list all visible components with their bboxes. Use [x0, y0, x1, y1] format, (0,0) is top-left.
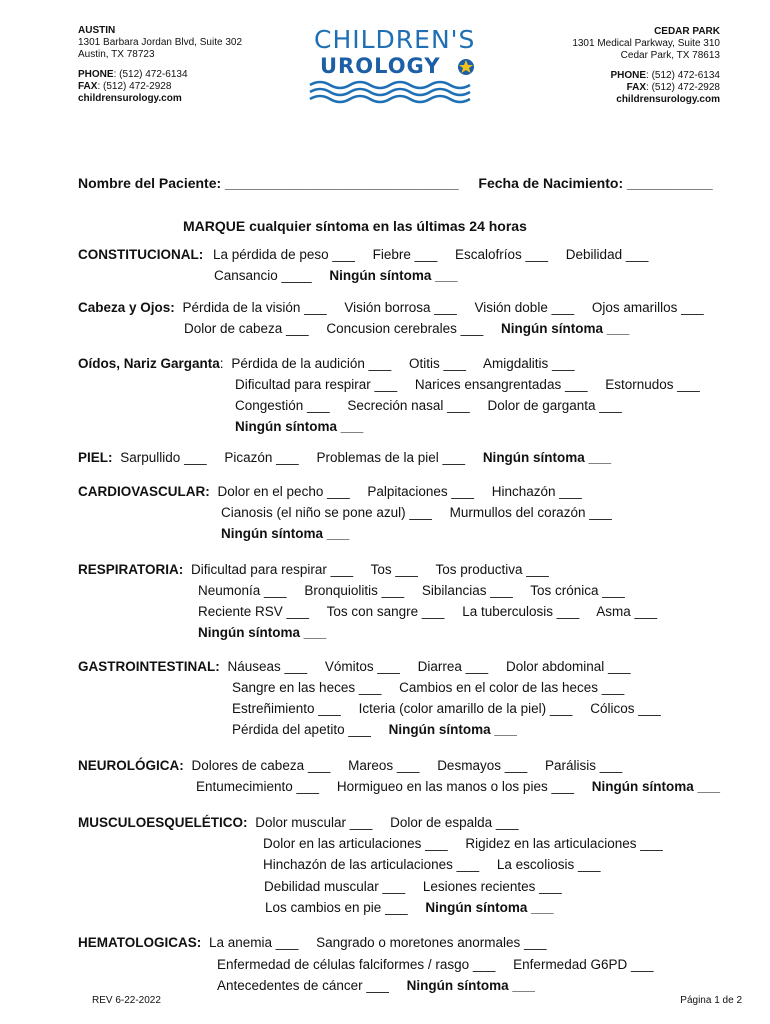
symptom-item[interactable]: Escalofríos ___ — [454, 247, 549, 262]
symptom-item[interactable]: Dolor de garganta ___ — [487, 398, 622, 413]
symptom-item[interactable]: Visión doble ___ — [474, 300, 575, 315]
symptom-item[interactable]: Estreñimiento ___ — [232, 701, 341, 716]
logo-top-text: CHILDREN'S — [314, 25, 476, 54]
no-symptom-option[interactable]: Ningún síntoma ___ — [235, 419, 364, 434]
symptom-item[interactable]: Dolor en las articulaciones ___ — [263, 836, 448, 851]
symptom-item[interactable]: Diarrea ___ — [417, 659, 489, 674]
symptom-item[interactable]: Dificultad para respirar ___ — [191, 562, 354, 577]
cedar-fax-label: FAX — [626, 82, 647, 93]
symptom-item[interactable]: Sarpullido ___ — [120, 450, 207, 465]
logo-bottom-text: UROLOGY — [320, 54, 441, 78]
symptom-item[interactable]: Fiebre ___ — [372, 247, 438, 262]
section-label-gastro: GASTROINTESTINAL: — [78, 659, 220, 674]
no-symptom-option[interactable]: Ningún síntoma ___ — [221, 526, 350, 541]
no-symptom-option[interactable]: Ningún síntoma ___ — [591, 779, 721, 794]
symptom-item[interactable]: Visión borrosa ___ — [344, 300, 457, 315]
section-label-piel: PIEL: — [78, 450, 113, 465]
cedar-phone: : (512) 472-6134 — [646, 70, 720, 81]
symptom-item[interactable]: Pérdida de la audición ___ — [231, 356, 392, 371]
symptom-item[interactable]: Cambios en el color de las heces ___ — [399, 680, 625, 695]
section-label-neuro: NEUROLÓGICA: — [78, 758, 184, 773]
section-label-hemato: HEMATOLOGICAS: — [78, 935, 202, 950]
symptom-item[interactable]: Tos crónica ___ — [530, 583, 625, 598]
symptom-item[interactable]: Cólicos ___ — [590, 701, 661, 716]
symptom-item[interactable]: Parálisis ___ — [545, 758, 623, 773]
no-symptom-option[interactable]: Ningún síntoma ___ — [500, 321, 630, 336]
symptom-item[interactable]: La pérdida de peso ___ — [213, 247, 355, 262]
no-symptom-option[interactable]: Ningún síntoma ___ — [482, 450, 612, 465]
cedar-street: 1301 Medical Parkway, Suite 310 — [572, 38, 720, 49]
section-label-cardio: CARDIOVASCULAR: — [78, 484, 210, 499]
symptom-item[interactable]: Enfermedad G6PD ___ — [513, 957, 654, 972]
no-symptom-option[interactable]: Ningún síntoma ___ — [406, 978, 535, 993]
revision-label: REV 6-22-2022 — [92, 995, 161, 1006]
symptom-item[interactable]: Hinchazón de las articulaciones ___ — [263, 857, 480, 872]
childrens-urology-logo — [308, 24, 478, 106]
symptom-item[interactable]: Congestión ___ — [235, 398, 330, 413]
symptom-item[interactable]: Icteria (color amarillo de la piel) ___ — [358, 701, 573, 716]
symptom-item[interactable]: Picazón ___ — [224, 450, 299, 465]
symptom-item[interactable]: Mareos ___ — [348, 758, 420, 773]
symptom-item[interactable]: Entumecimiento ___ — [196, 779, 320, 794]
austin-street: 1301 Barbara Jordan Blvd, Suite 302 — [78, 37, 242, 48]
symptom-item[interactable]: Enfermedad de células falciformes / rasgo ___ — [217, 957, 496, 972]
symptom-item[interactable]: Estornudos ___ — [605, 377, 700, 392]
symptom-item[interactable]: Dolor de espalda ___ — [390, 815, 519, 830]
symptom-item[interactable]: Vómitos ___ — [324, 659, 400, 674]
symptom-item[interactable]: Concusion cerebrales ___ — [326, 321, 484, 336]
cedar-fax: : (512) 472-2928 — [646, 82, 720, 93]
symptom-item[interactable]: Problemas de la piel ___ — [316, 450, 466, 465]
section-label-cabeza: Cabeza y Ojos: — [78, 300, 175, 315]
symptom-item[interactable]: Lesiones recientes ___ — [422, 879, 562, 894]
symptom-item[interactable]: Palpitaciones ___ — [367, 484, 474, 499]
symptom-item[interactable]: Ojos amarillos ___ — [591, 300, 704, 315]
symptom-item[interactable]: Bronquiolitis ___ — [304, 583, 405, 598]
page-number: Página 1 de 2 — [680, 995, 742, 1006]
symptom-item[interactable]: Neumonía ___ — [198, 583, 287, 598]
symptom-item[interactable]: Sibilancias ___ — [421, 583, 513, 598]
symptom-item[interactable]: Debilidad ___ — [565, 247, 649, 262]
symptom-item[interactable]: Sangrado o moretones anormales ___ — [316, 935, 547, 950]
symptom-item[interactable]: Reciente RSV ___ — [198, 604, 310, 619]
symptom-item[interactable]: Tos productiva ___ — [435, 562, 549, 577]
austin-phone: : (512) 472-6134 — [113, 69, 188, 80]
section-label-oidos: Oídos, Nariz Garganta — [78, 356, 220, 371]
symptom-item[interactable]: Antecedentes de cáncer ___ — [217, 978, 389, 993]
austin-city: Austin, TX 78723 — [78, 49, 155, 60]
patient-name-field[interactable]: Nombre del Paciente: ______________________________ — [78, 175, 459, 191]
symptom-item[interactable]: Náuseas ___ — [227, 659, 308, 674]
no-symptom-option[interactable]: Ningún síntoma ___ — [329, 268, 458, 283]
page-heading: MARQUE cualquier síntoma en las últimas 24 horas — [183, 218, 527, 234]
logo-waves-icon — [308, 24, 478, 106]
symptom-item[interactable]: Murmullos del corazón ___ — [449, 505, 612, 520]
austin-web: childrensurology.com — [78, 93, 182, 104]
symptom-item[interactable]: La tuberculosis ___ — [462, 604, 580, 619]
cedar-name: CEDAR PARK — [654, 26, 720, 37]
austin-name: AUSTIN — [78, 25, 116, 36]
symptom-item[interactable]: Dolores de cabeza ___ — [191, 758, 331, 773]
symptom-item[interactable]: Pérdida de la visión ___ — [182, 300, 327, 315]
symptom-item[interactable]: Amigdalitis ___ — [483, 356, 575, 371]
symptom-item[interactable]: Sangre en las heces ___ — [232, 680, 382, 695]
symptom-item[interactable]: Debilidad muscular ___ — [264, 879, 406, 894]
austin-address — [78, 25, 242, 105]
symptom-item[interactable]: Los cambios en pie ___ — [265, 900, 408, 915]
symptom-item[interactable]: Cianosis (el niño se pone azul) ___ — [221, 505, 432, 520]
cedar-park-address — [572, 26, 720, 106]
cedar-web: childrensurology.com — [616, 94, 720, 105]
symptom-item[interactable]: Secreción nasal ___ — [347, 398, 470, 413]
no-symptom-option[interactable]: Ningún síntoma ___ — [198, 625, 327, 640]
section-label-constitucional: CONSTITUCIONAL: — [78, 247, 204, 262]
symptom-item[interactable]: Tos con sangre ___ — [326, 604, 445, 619]
symptom-item[interactable]: Cansancio ____ — [214, 268, 312, 283]
symptom-item[interactable]: Asma ___ — [596, 604, 658, 619]
patient-info-row — [78, 175, 713, 191]
symptom-item[interactable]: Tos ___ — [370, 562, 418, 577]
symptom-item[interactable]: Pérdida del apetito ___ — [232, 722, 371, 737]
cedar-phone-label: PHONE — [610, 70, 647, 81]
symptom-item[interactable]: Rigidez en las articulaciones ___ — [465, 836, 663, 851]
no-symptom-option[interactable]: Ningún síntoma ___ — [425, 900, 554, 915]
austin-fax-label: FAX — [78, 81, 98, 92]
austin-phone-label: PHONE — [78, 69, 114, 80]
symptom-item[interactable]: Dificultad para respirar ___ — [235, 377, 398, 392]
symptom-item[interactable]: Dolor muscular ___ — [255, 815, 373, 830]
cedar-city: Cedar Park, TX 78613 — [620, 50, 720, 61]
symptom-item[interactable]: La anemia ___ — [209, 935, 299, 950]
symptom-item[interactable]: La escoliosis ___ — [496, 857, 601, 872]
symptom-sections: CONSTITUCIONAL: La pérdida de peso ___ Fiebre ___ Escalofríos ___ Debilidad ___ Cansancio ____ Ningún síntoma ___ Cabeza y Ojos: Pérdida de la visión ___ Visión borrosa ___ Visión doble ___ Ojos amarillos ___ Dolor de cabeza ___ Concusion cerebrales ___ Ningún síntoma ___ Oídos, Nariz Garganta: Pérdida de la audición ___ Otitis ___ Amigdalitis ___ Dificultad para respirar ___ Narices ensangrentadas ___ Estornudos ___ Congestión ___ Secreción nasal ___ Dolor de garganta ___ Ningún síntoma ___ PIEL: Sarpullido ___ Picazón ___ Problemas de la piel ___ Ningún síntoma ___ CARDIOVASCULAR: Dolor en el pecho ___ Palpitaciones ___ Hinchazón ___ Cianosis (el niño se pone azul) ___ Murmullos del corazón ___ Ningún síntoma ___ RESPIRATORIA: Dificultad para respirar ___ Tos ___ Tos productiva ___ Neumonía ___ Bronquiolitis ___ Sibilancias ___ Tos crónica ___ Reciente RSV ___ Tos con sangre ___ La tuberculosis ___ Asma ___ Ningún síntoma ___ GASTROINTESTINAL: Náuseas ___ Vómitos ___ Diarrea ___ Dolor abdominal ___ Sangre en las heces ___ Cambios en el color de las heces ___ Estreñimiento ___ Icteria (color amarillo de la piel) ___ Cólicos ___ Pérdida del apetito ___ Ningún síntoma ___ NEUROLÓGICA: Dolores de cabeza ___ Mareos ___ Desmayos ___ Parálisis ___ Entumecimiento ___ Hormigueo en las manos o los pies ___ Ningún síntoma ___ MUSCULOESQUELÉTICO: Dolor muscular ___ Dolor de espalda ___ Dolor en las articulaciones ___ Rigidez en las articulaciones ___ Hinchazón de las articulaciones ___ La escoliosis ___ Debilidad muscular ___ Lesiones recientes ___ Los cambios en pie ___ Ningún síntoma ___ HEMATOLOGICAS: La anemia ___ Sangrado o moretones anormales ___ Enfermedad de células falciformes / rasgo ___ Enfermedad G6PD ___ Antecedentes de cáncer ___ Ningún síntoma ___ — [78, 247, 721, 993]
symptom-item[interactable]: Otitis ___ — [408, 356, 466, 371]
symptom-item[interactable]: Dolor en el pecho ___ — [217, 484, 350, 499]
symptom-item[interactable]: Narices ensangrentadas ___ — [414, 377, 588, 392]
no-symptom-option[interactable]: Ningún síntoma ___ — [388, 722, 517, 737]
dob-field[interactable]: Fecha de Nacimiento: ___________ — [478, 175, 713, 191]
symptom-item[interactable]: Hormigueo en las manos o los pies ___ — [336, 779, 574, 794]
symptom-item[interactable]: Hinchazón ___ — [491, 484, 582, 499]
symptom-item[interactable]: Dolor de cabeza ___ — [184, 321, 309, 336]
section-label-resp: RESPIRATORIA: — [78, 562, 184, 577]
symptom-item[interactable]: Desmayos ___ — [437, 758, 528, 773]
section-label-musculo: MUSCULOESQUELÉTICO: — [78, 815, 248, 830]
symptom-item[interactable]: Dolor abdominal ___ — [505, 659, 631, 674]
austin-fax: : (512) 472-2928 — [97, 81, 172, 92]
